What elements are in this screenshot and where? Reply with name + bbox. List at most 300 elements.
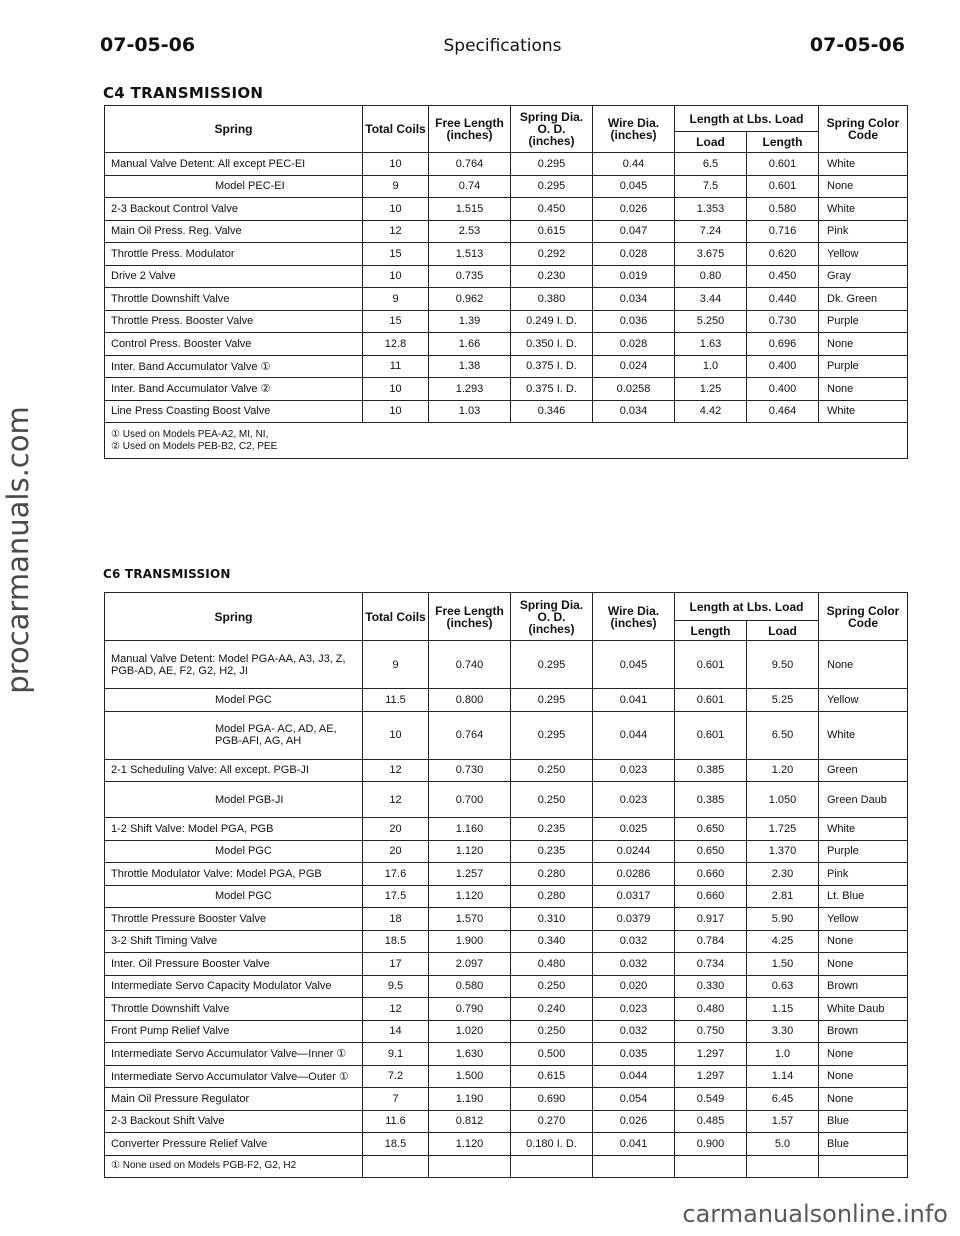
table-row	[105, 355, 908, 378]
load-cell: 5.25	[747, 689, 819, 712]
load-cell: 4.25	[747, 930, 819, 953]
wire-dia-cell: 0.0286	[593, 863, 675, 886]
spring-dia-cell: 0.295	[511, 711, 593, 759]
empty-cell	[511, 1155, 593, 1177]
total-coils-cell: 12	[363, 782, 429, 818]
free-length-cell: 2.097	[429, 953, 511, 976]
wire-dia-cell: 0.019	[593, 265, 675, 288]
load-cell: 1.0	[675, 355, 747, 378]
wire-dia-cell: 0.020	[593, 975, 675, 998]
header-wire-dia: Wire Dia. (inches)	[593, 593, 675, 641]
empty-cell	[593, 1155, 675, 1177]
free-length-cell: 1.293	[429, 378, 511, 401]
spring-dia-cell: 0.250	[511, 782, 593, 818]
spring-dia-cell: 0.235	[511, 840, 593, 863]
total-coils-cell: 10	[363, 378, 429, 401]
table-row	[105, 220, 908, 243]
free-length-cell: 1.160	[429, 818, 511, 841]
table-row	[105, 818, 908, 841]
table-row	[105, 863, 908, 886]
wire-dia-cell: 0.036	[593, 310, 675, 333]
header-total-coils: Total Coils	[363, 593, 429, 641]
wire-dia-cell: 0.028	[593, 333, 675, 356]
table-row	[105, 1065, 908, 1088]
spring-name-cell: Inter. Band Accumulator Valve ②	[105, 378, 363, 401]
length-cell: 0.696	[747, 333, 819, 356]
total-coils-cell: 10	[363, 711, 429, 759]
length-cell: 0.485	[675, 1110, 747, 1133]
page-number-right: 07-05-06	[809, 34, 905, 56]
wire-dia-cell: 0.047	[593, 220, 675, 243]
wire-dia-cell: 0.032	[593, 953, 675, 976]
spring-dia-cell: 0.295	[511, 153, 593, 176]
color-code-cell: None	[819, 175, 908, 198]
spring-dia-cell: 0.375 I. D.	[511, 378, 593, 401]
load-cell: 1.14	[747, 1065, 819, 1088]
length-cell: 0.660	[675, 885, 747, 908]
color-code-cell: None	[819, 1065, 908, 1088]
spring-dia-cell: 0.615	[511, 220, 593, 243]
free-length-cell: 1.513	[429, 243, 511, 266]
spring-name-cell: Manual Valve Detent: All except PEC-EI	[105, 153, 363, 176]
table-row	[105, 1088, 908, 1111]
length-cell: 1.297	[675, 1043, 747, 1066]
spring-name-cell: Intermediate Servo Accumulator Valve—Outer ①	[105, 1065, 363, 1088]
length-cell: 0.601	[747, 153, 819, 176]
total-coils-cell: 11.6	[363, 1110, 429, 1133]
spring-dia-cell: 0.250	[511, 1020, 593, 1043]
length-cell: 0.917	[675, 908, 747, 931]
c6-transmission-title: C6 TRANSMISSION	[103, 567, 231, 581]
total-coils-cell: 11.5	[363, 689, 429, 712]
length-cell: 0.750	[675, 1020, 747, 1043]
table-row	[105, 1133, 908, 1156]
load-cell: 0.63	[747, 975, 819, 998]
c6-table-body	[105, 641, 908, 1178]
spring-name-cell: Model PGA- AC, AD, AE, PGB-AFI, AG, AH	[105, 711, 363, 759]
spring-dia-cell: 0.295	[511, 175, 593, 198]
wire-dia-cell: 0.035	[593, 1043, 675, 1066]
table-row	[105, 998, 908, 1021]
spring-dia-cell: 0.240	[511, 998, 593, 1021]
color-code-cell: White	[819, 711, 908, 759]
c4-transmission-title: C4 TRANSMISSION	[103, 84, 264, 102]
footnote-text: ② Used on Models PEB-B2, C2, PEE	[111, 440, 278, 452]
free-length-cell: 1.38	[429, 355, 511, 378]
color-code-cell: None	[819, 378, 908, 401]
length-cell: 0.734	[675, 953, 747, 976]
color-code-cell: Green Daub	[819, 782, 908, 818]
load-cell: 6.50	[747, 711, 819, 759]
load-cell: 9.50	[747, 641, 819, 689]
table-row	[105, 711, 908, 759]
load-cell: 1.63	[675, 333, 747, 356]
color-code-cell: Yellow	[819, 689, 908, 712]
length-cell: 0.601	[675, 689, 747, 712]
wire-dia-cell: 0.0317	[593, 885, 675, 908]
spring-dia-cell: 0.380	[511, 288, 593, 311]
table-row	[105, 689, 908, 712]
load-cell: 3.675	[675, 243, 747, 266]
length-cell: 0.716	[747, 220, 819, 243]
spring-dia-cell: 0.270	[511, 1110, 593, 1133]
spring-dia-cell: 0.280	[511, 863, 593, 886]
color-code-cell: None	[819, 953, 908, 976]
total-coils-cell: 14	[363, 1020, 429, 1043]
table-row	[105, 1110, 908, 1133]
length-cell: 0.650	[675, 818, 747, 841]
free-length-cell: 0.735	[429, 265, 511, 288]
color-code-cell: Gray	[819, 265, 908, 288]
spring-dia-cell: 0.690	[511, 1088, 593, 1111]
color-code-cell: White	[819, 818, 908, 841]
spring-dia-cell: 0.180 I. D.	[511, 1133, 593, 1156]
load-cell: 2.81	[747, 885, 819, 908]
table-row	[105, 378, 908, 401]
wire-dia-cell: 0.041	[593, 689, 675, 712]
spring-dia-cell: 0.615	[511, 1065, 593, 1088]
wire-dia-cell: 0.044	[593, 1065, 675, 1088]
spring-dia-cell: 0.480	[511, 953, 593, 976]
table-row	[105, 840, 908, 863]
load-cell: 7.5	[675, 175, 747, 198]
length-cell: 0.480	[675, 998, 747, 1021]
total-coils-cell: 20	[363, 818, 429, 841]
page-header	[100, 34, 905, 62]
total-coils-cell: 11	[363, 355, 429, 378]
free-length-cell: 0.74	[429, 175, 511, 198]
table-row	[105, 1043, 908, 1066]
spring-name-cell: Inter. Band Accumulator Valve ①	[105, 355, 363, 378]
spring-name-cell: Main Oil Press. Reg. Valve	[105, 220, 363, 243]
total-coils-cell: 9	[363, 288, 429, 311]
total-coils-cell: 10	[363, 153, 429, 176]
wire-dia-cell: 0.0258	[593, 378, 675, 401]
total-coils-cell: 9.1	[363, 1043, 429, 1066]
total-coils-cell: 12	[363, 220, 429, 243]
spring-dia-cell: 0.500	[511, 1043, 593, 1066]
spring-dia-cell: 0.280	[511, 885, 593, 908]
wire-dia-cell: 0.024	[593, 355, 675, 378]
total-coils-cell: 9	[363, 641, 429, 689]
spring-dia-cell: 0.350 I. D.	[511, 333, 593, 356]
wire-dia-cell: 0.44	[593, 153, 675, 176]
header-length-at-load: Length at Lbs. Load	[675, 593, 819, 621]
total-coils-cell: 10	[363, 400, 429, 423]
spring-name-cell: Drive 2 Valve	[105, 265, 363, 288]
wire-dia-cell: 0.044	[593, 711, 675, 759]
free-length-cell: 0.580	[429, 975, 511, 998]
load-cell: 1.25	[675, 378, 747, 401]
free-length-cell: 0.764	[429, 711, 511, 759]
table-row	[105, 310, 908, 333]
color-code-cell: None	[819, 641, 908, 689]
color-code-cell: Purple	[819, 840, 908, 863]
spring-name-cell: Model PGB-JI	[105, 782, 363, 818]
table-row	[105, 1020, 908, 1043]
free-length-cell: 0.800	[429, 689, 511, 712]
side-watermark	[1, 350, 35, 750]
free-length-cell: 1.120	[429, 885, 511, 908]
bottom-watermark: carmanualsonline.info	[682, 1200, 948, 1228]
total-coils-cell: 18.5	[363, 930, 429, 953]
header-spring-dia: Spring Dia. O. D. (inches)	[511, 593, 593, 641]
table-row	[105, 953, 908, 976]
color-code-cell: White	[819, 153, 908, 176]
spring-name-cell: Throttle Modulator Valve: Model PGA, PGB	[105, 863, 363, 886]
wire-dia-cell: 0.041	[593, 1133, 675, 1156]
color-code-cell: Brown	[819, 1020, 908, 1043]
header-length: Length	[675, 621, 747, 641]
spring-dia-cell: 0.249 I. D.	[511, 310, 593, 333]
load-cell: 1.050	[747, 782, 819, 818]
c4-footnotes	[105, 423, 908, 459]
header-total-coils: Total Coils	[363, 106, 429, 153]
length-cell: 0.784	[675, 930, 747, 953]
wire-dia-cell: 0.023	[593, 998, 675, 1021]
total-coils-cell: 7.2	[363, 1065, 429, 1088]
wire-dia-cell: 0.023	[593, 782, 675, 818]
c4-spring-table	[104, 105, 908, 459]
load-cell: 3.30	[747, 1020, 819, 1043]
spring-name-cell: Throttle Press. Modulator	[105, 243, 363, 266]
color-code-cell: None	[819, 1088, 908, 1111]
load-cell: 5.90	[747, 908, 819, 931]
free-length-cell: 1.120	[429, 1133, 511, 1156]
wire-dia-cell: 0.026	[593, 1110, 675, 1133]
load-cell: 7.24	[675, 220, 747, 243]
spring-dia-cell: 0.235	[511, 818, 593, 841]
load-cell: 5.0	[747, 1133, 819, 1156]
free-length-cell: 2.53	[429, 220, 511, 243]
header-length: Length	[747, 132, 819, 153]
load-cell: 1.20	[747, 759, 819, 782]
wire-dia-cell: 0.054	[593, 1088, 675, 1111]
load-cell: 5.250	[675, 310, 747, 333]
color-code-cell: White	[819, 198, 908, 221]
color-code-cell: Blue	[819, 1110, 908, 1133]
spring-name-cell: Line Press Coasting Boost Valve	[105, 400, 363, 423]
wire-dia-cell: 0.045	[593, 641, 675, 689]
color-code-cell: Lt. Blue	[819, 885, 908, 908]
spring-name-cell: Model PEC-EI	[105, 175, 363, 198]
free-length-cell: 1.03	[429, 400, 511, 423]
spring-dia-cell: 0.295	[511, 689, 593, 712]
empty-cell	[675, 1155, 747, 1177]
free-length-cell: 1.570	[429, 908, 511, 931]
spring-dia-cell: 0.295	[511, 641, 593, 689]
table-row	[105, 641, 908, 689]
empty-cell	[819, 1155, 908, 1177]
total-coils-cell: 12	[363, 759, 429, 782]
spring-dia-cell: 0.375 I. D.	[511, 355, 593, 378]
length-cell: 0.900	[675, 1133, 747, 1156]
spring-name-cell: 3-2 Shift Timing Valve	[105, 930, 363, 953]
color-code-cell: None	[819, 333, 908, 356]
total-coils-cell: 15	[363, 243, 429, 266]
free-length-cell: 0.764	[429, 153, 511, 176]
total-coils-cell: 18	[363, 908, 429, 931]
c4-table-body	[105, 153, 908, 459]
wire-dia-cell: 0.045	[593, 175, 675, 198]
spring-name-cell: Main Oil Pressure Regulator	[105, 1088, 363, 1111]
footnote-text: ① Used on Models PEA-A2, MI, NI,	[111, 428, 269, 440]
free-length-cell: 1.39	[429, 310, 511, 333]
free-length-cell: 0.790	[429, 998, 511, 1021]
free-length-cell: 0.730	[429, 759, 511, 782]
total-coils-cell: 17	[363, 953, 429, 976]
wire-dia-cell: 0.032	[593, 930, 675, 953]
spring-dia-cell: 0.310	[511, 908, 593, 931]
color-code-cell: White	[819, 400, 908, 423]
load-cell: 2.30	[747, 863, 819, 886]
header-load: Load	[747, 621, 819, 641]
header-length-at-load: Length at Lbs. Load	[675, 106, 819, 132]
spring-name-cell: Front Pump Relief Valve	[105, 1020, 363, 1043]
spring-name-cell: Inter. Oil Pressure Booster Valve	[105, 953, 363, 976]
c6-footnote: ① None used on Models PGB-F2, G2, H2	[105, 1155, 363, 1177]
table-row	[105, 153, 908, 176]
spring-name-cell: 2-3 Backout Control Valve	[105, 198, 363, 221]
table-row	[105, 288, 908, 311]
length-cell: 0.730	[747, 310, 819, 333]
header-load: Load	[675, 132, 747, 153]
spring-name-cell: Intermediate Servo Accumulator Valve—Inner ①	[105, 1043, 363, 1066]
load-cell: 3.44	[675, 288, 747, 311]
free-length-cell: 1.257	[429, 863, 511, 886]
spring-dia-cell: 0.250	[511, 975, 593, 998]
side-watermark-text: procarmanuals.com	[1, 406, 35, 694]
footnote-row	[105, 1155, 908, 1177]
length-cell: 0.385	[675, 759, 747, 782]
spring-dia-cell: 0.346	[511, 400, 593, 423]
table-row	[105, 198, 908, 221]
length-cell: 0.450	[747, 265, 819, 288]
table-row	[105, 908, 908, 931]
color-code-cell: None	[819, 930, 908, 953]
color-code-cell: Purple	[819, 355, 908, 378]
spring-name-cell: Model PGC	[105, 885, 363, 908]
spring-dia-cell: 0.450	[511, 198, 593, 221]
table-row	[105, 243, 908, 266]
color-code-cell: Green	[819, 759, 908, 782]
total-coils-cell: 15	[363, 310, 429, 333]
free-length-cell: 0.962	[429, 288, 511, 311]
free-length-cell: 0.700	[429, 782, 511, 818]
page-number-left: 07-05-06	[100, 34, 196, 56]
header-color-code: Spring Color Code	[819, 593, 908, 641]
table-row	[105, 885, 908, 908]
wire-dia-cell: 0.032	[593, 1020, 675, 1043]
total-coils-cell: 17.5	[363, 885, 429, 908]
length-cell: 0.464	[747, 400, 819, 423]
free-length-cell: 1.900	[429, 930, 511, 953]
length-cell: 1.297	[675, 1065, 747, 1088]
length-cell: 0.400	[747, 355, 819, 378]
length-cell: 0.620	[747, 243, 819, 266]
free-length-cell: 1.630	[429, 1043, 511, 1066]
spring-name-cell: Intermediate Servo Capacity Modulator Valve	[105, 975, 363, 998]
wire-dia-cell: 0.023	[593, 759, 675, 782]
length-cell: 0.601	[675, 641, 747, 689]
total-coils-cell: 10	[363, 265, 429, 288]
load-cell: 1.370	[747, 840, 819, 863]
wire-dia-cell: 0.026	[593, 198, 675, 221]
free-length-cell: 1.120	[429, 840, 511, 863]
total-coils-cell: 12	[363, 998, 429, 1021]
header-free-length: Free Length (inches)	[429, 106, 511, 153]
spring-name-cell: Converter Pressure Relief Valve	[105, 1133, 363, 1156]
header-spring: Spring	[105, 593, 363, 641]
spring-name-cell: Model PGC	[105, 840, 363, 863]
table-row	[105, 333, 908, 356]
free-length-cell: 1.500	[429, 1065, 511, 1088]
total-coils-cell: 9	[363, 175, 429, 198]
table-row	[105, 759, 908, 782]
length-cell: 0.660	[675, 863, 747, 886]
length-cell: 0.650	[675, 840, 747, 863]
color-code-cell: Pink	[819, 863, 908, 886]
load-cell: 4.42	[675, 400, 747, 423]
spring-name-cell: 2-3 Backout Shift Valve	[105, 1110, 363, 1133]
empty-cell	[747, 1155, 819, 1177]
load-cell: 0.80	[675, 265, 747, 288]
total-coils-cell: 9.5	[363, 975, 429, 998]
load-cell: 6.5	[675, 153, 747, 176]
length-cell: 0.385	[675, 782, 747, 818]
table-row	[105, 930, 908, 953]
spring-name-cell: Throttle Downshift Valve	[105, 998, 363, 1021]
wire-dia-cell: 0.034	[593, 288, 675, 311]
load-cell: 1.57	[747, 1110, 819, 1133]
length-cell: 0.549	[675, 1088, 747, 1111]
spring-dia-cell: 0.340	[511, 930, 593, 953]
total-coils-cell: 17.6	[363, 863, 429, 886]
total-coils-cell: 12.8	[363, 333, 429, 356]
load-cell: 1.50	[747, 953, 819, 976]
header-free-length: Free Length (inches)	[429, 593, 511, 641]
spring-name-cell: Throttle Press. Booster Valve	[105, 310, 363, 333]
wire-dia-cell: 0.028	[593, 243, 675, 266]
color-code-cell: Pink	[819, 220, 908, 243]
load-cell: 1.725	[747, 818, 819, 841]
length-cell: 0.601	[675, 711, 747, 759]
load-cell: 1.353	[675, 198, 747, 221]
color-code-cell: White Daub	[819, 998, 908, 1021]
color-code-cell: Purple	[819, 310, 908, 333]
color-code-cell: Dk. Green	[819, 288, 908, 311]
color-code-cell: Yellow	[819, 908, 908, 931]
spring-name-cell: Manual Valve Detent: Model PGA-AA, A3, J3, Z, PGB-AD, AE, F2, G2, H2, JI	[105, 641, 363, 689]
footnote-row	[105, 423, 908, 459]
spring-name-cell: Throttle Downshift Valve	[105, 288, 363, 311]
load-cell: 1.15	[747, 998, 819, 1021]
total-coils-cell: 20	[363, 840, 429, 863]
table-row	[105, 782, 908, 818]
length-cell: 0.601	[747, 175, 819, 198]
section-heading: Specifications	[443, 36, 562, 56]
header-spring-dia: Spring Dia. O. D. (inches)	[511, 106, 593, 153]
free-length-cell: 0.812	[429, 1110, 511, 1133]
total-coils-cell: 10	[363, 198, 429, 221]
color-code-cell: None	[819, 1043, 908, 1066]
wire-dia-cell: 0.0244	[593, 840, 675, 863]
c6-spring-table	[104, 592, 908, 1178]
table-row	[105, 975, 908, 998]
spring-name-cell: 1-2 Shift Valve: Model PGA, PGB	[105, 818, 363, 841]
spring-name-cell: Model PGC	[105, 689, 363, 712]
empty-cell	[429, 1155, 511, 1177]
